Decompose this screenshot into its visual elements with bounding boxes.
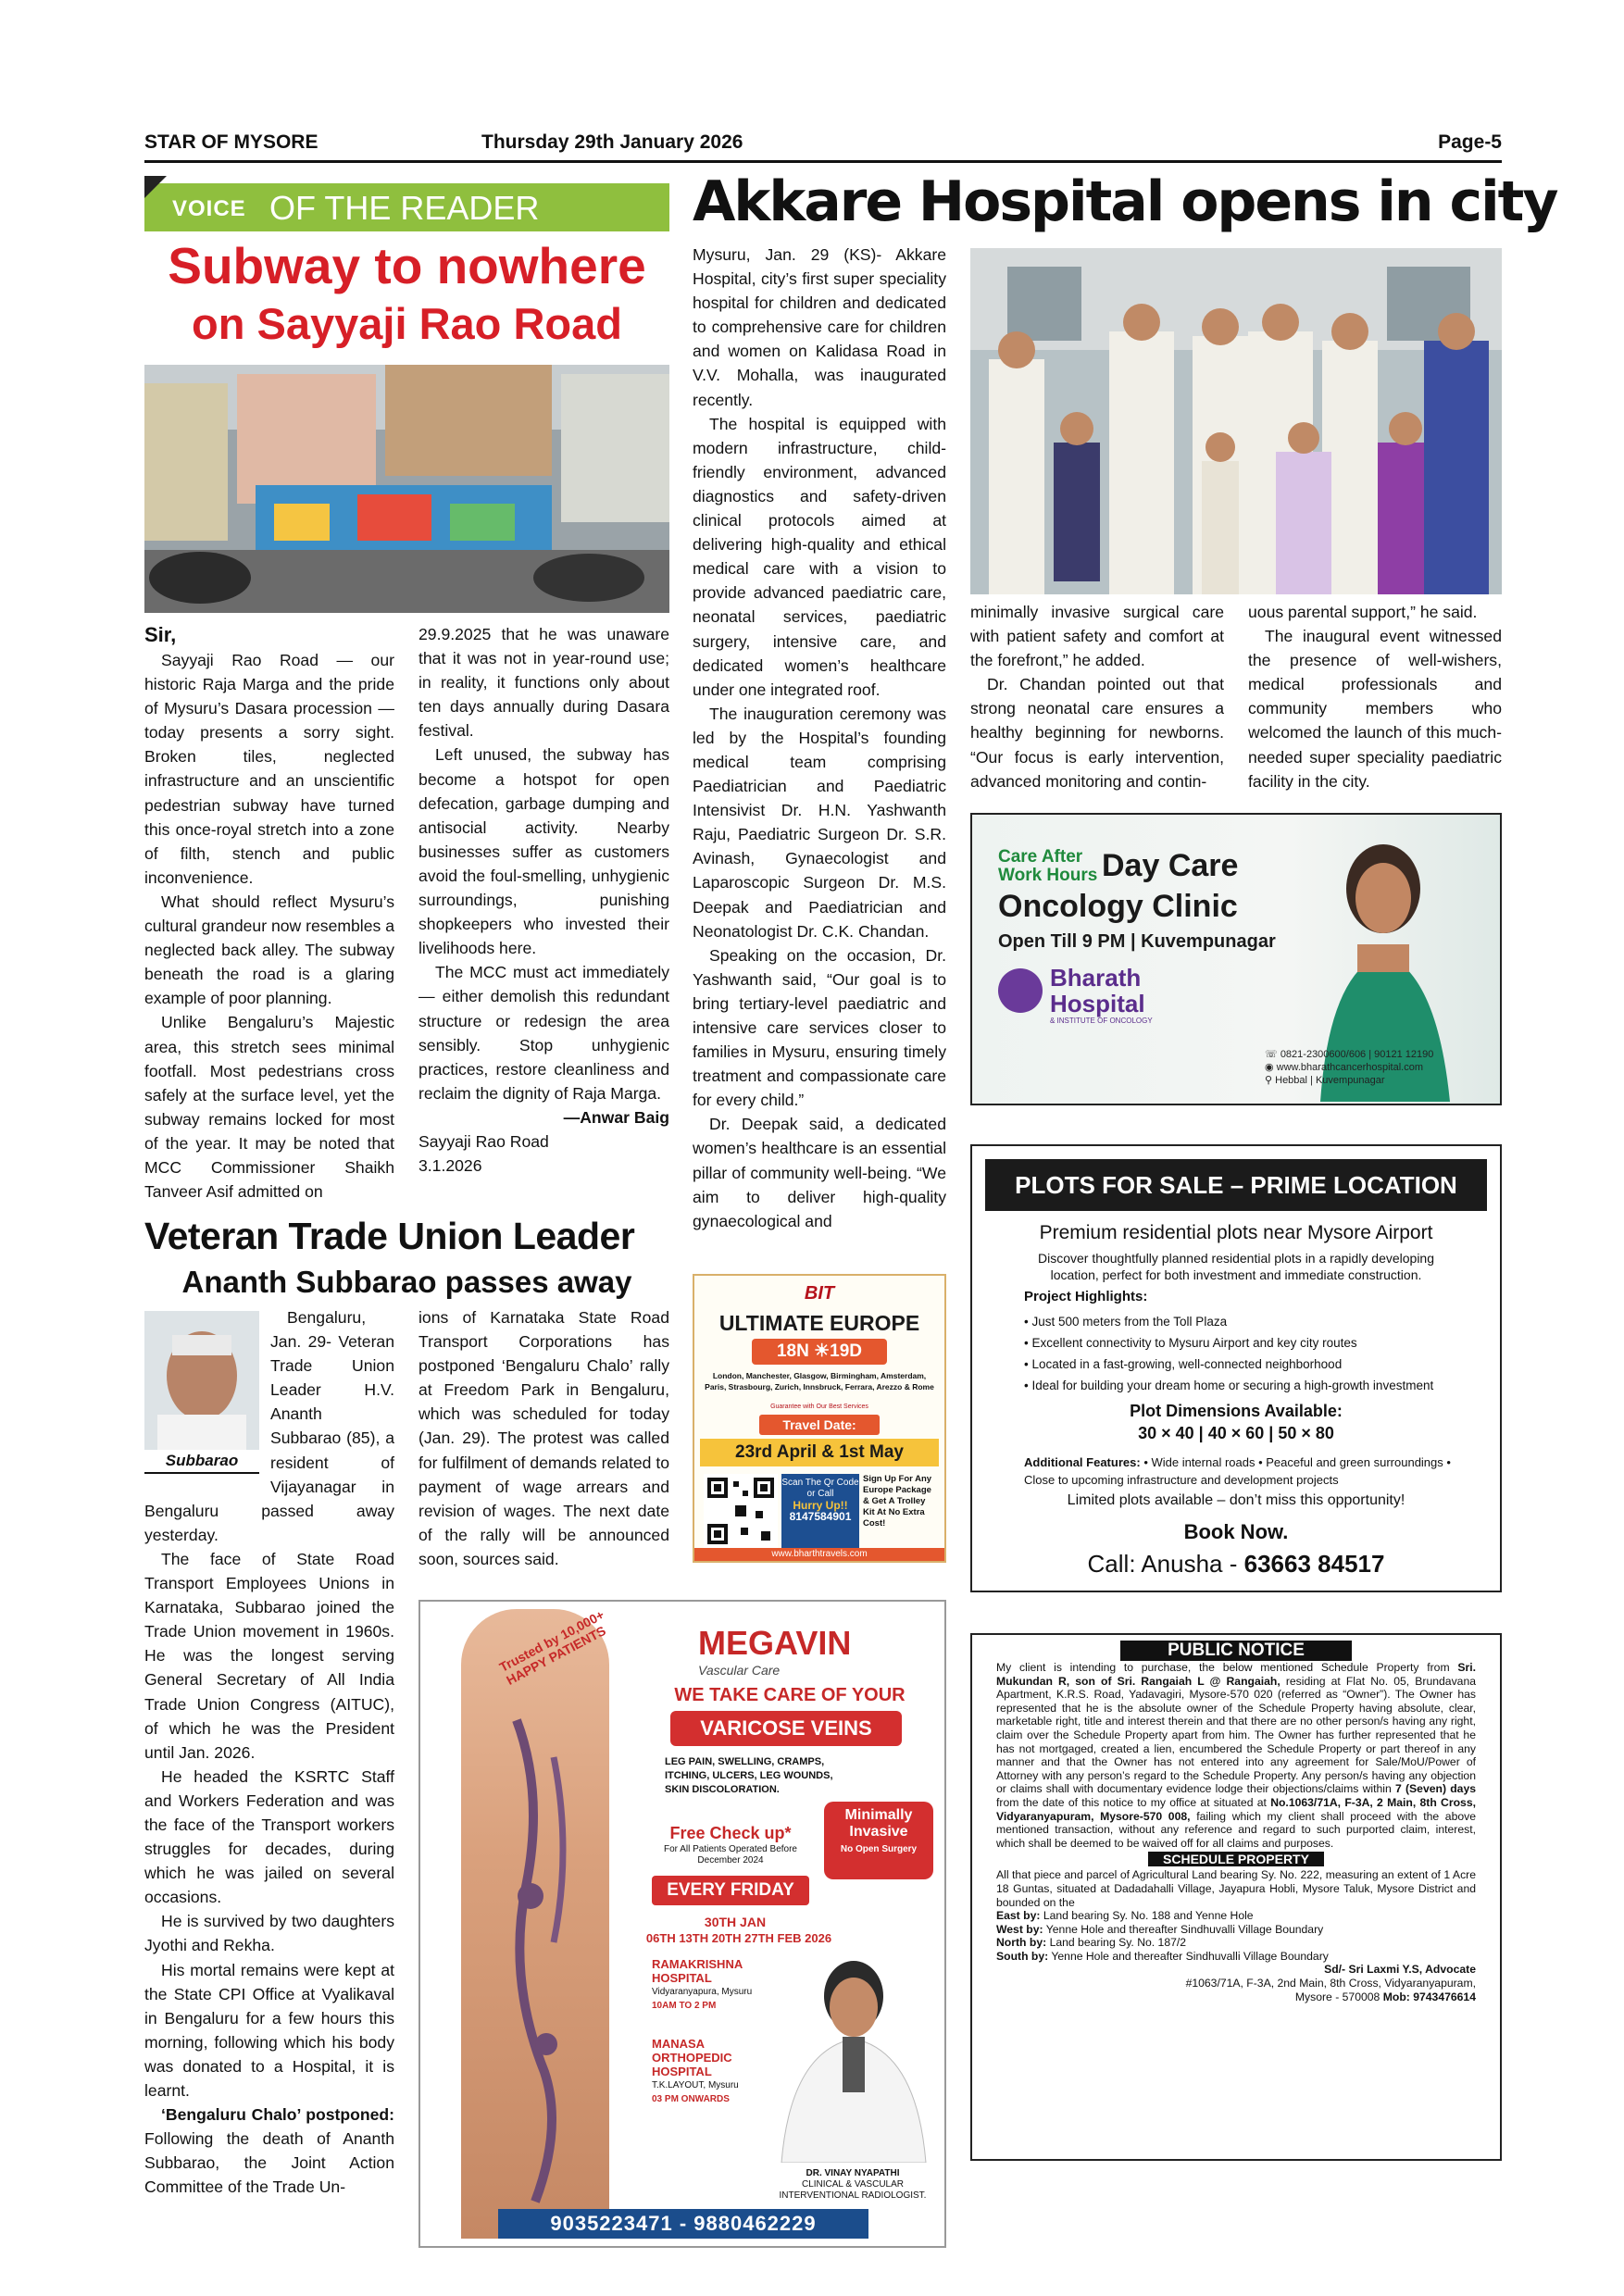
union-headline-1: Veteran Trade Union Leader <box>144 1215 635 1257</box>
schedule-boundaries <box>996 1909 1476 1963</box>
globe-icon: ◉ <box>1265 1062 1277 1073</box>
highlight-text: Ideal for building your dream home or securing a high-growth investment <box>1031 1379 1434 1392</box>
badge-line: No Open Surgery <box>840 1844 918 1854</box>
doctor-title: CLINICAL & VASCULAR INTERVENTIONAL RADIOLOGIST. <box>779 2179 927 2201</box>
akkare-headline: Akkare Hospital opens in city <box>693 169 1557 234</box>
akkare-paragraph: The inauguration ceremony was led by the Hospital’s founding medical team comprising Paediatrician and Paediatric Intensivist Dr. H.N. Yashwanth Raju, Paediatric Surgeon Dr. S.R. Avinash, Gynaecologist and Laparoscopic Surgeon Dr. M.S. Deepak and Paediatrician and Neonatologist Dr. C.K. Chandan. <box>693 704 946 941</box>
banner-corner <box>144 176 167 198</box>
union-paragraph: He is survived by two daughters Jyothi and Rekha. <box>144 1912 394 1955</box>
europe-cities: London, Manchester, Glasgow, Birmingham, Amsterdam, Paris, Strasbourg, Zurich, Innsbruck, Ferrara, Arezzo & Rome <box>705 1371 934 1391</box>
brand-name <box>1050 965 1153 1026</box>
letter-address: Sayyaji Rao Road <box>418 1131 549 1151</box>
call-number[interactable]: 63663 84517 <box>1243 1550 1385 1578</box>
brand-line: Bharath <box>1050 964 1142 992</box>
hospital-location: Vidyaranyapura, Mysuru <box>652 1987 753 1997</box>
minimally-invasive-badge <box>824 1802 933 1879</box>
voice-headline-1: Subway to nowhere <box>168 237 646 294</box>
photo-caption: Subbarao <box>144 1450 259 1474</box>
ad-title-1: Day Care <box>1102 848 1239 883</box>
page-number: Page-5 <box>1438 131 1502 153</box>
akkare-column-1 <box>693 243 946 1233</box>
boundary-text: Land bearing Sy. No. 188 and Yenne Hole <box>1043 1909 1254 1923</box>
scan-box <box>781 1474 859 1548</box>
union-paragraph: His mortal remains were kept at the State CPI Office at Vyalikaval in Bengaluru for a few hours this morning, following which his body was donated to a Hospital, it is learnt. <box>144 1960 394 2100</box>
letter-signature: —Anwar Baig <box>563 1107 669 1127</box>
notice-text: residing at Flat No. 05, Brundavana Apartment, K.R.S. Road, Yadavagiri, Mysore-570 020 (referred as “Owner”). The Owner has represented that he is the absolute owner of the Schedule Property having absolute, clear, marketable right, title and interest therein and that there are no other person/s having any right, claim over the Schedule Property apart from him. The Owner has further represented that he has not mortgaged, created a lien, encumbered the Schedule Property or part thereof in any manner and that the Owner has not entered into any agreement for Sale/MoU/Power of Attorney with any person’s regard to the Schedule Property. Any person/s having any objection or claims shall with documentary evidence lodge their objections/claims within <box>996 1674 1476 1796</box>
travel-date-label: Travel Date: <box>759 1415 880 1435</box>
signature-line: Sd/- Sri Laxmi Y.S, Advocate <box>1324 1963 1476 1977</box>
highlight-item: • Located in a fast-growing, well-connected neighborhood <box>1024 1357 1343 1371</box>
schedule-body: All that piece and parcel of Agricultural Land bearing Sy. No. 222, measuring an extent of 1 Acre 18 Guntas, situated at Dadadahalli Village, Jayapura Hobli, Mysore Taluk, Mysore District and bounded on the <box>996 1868 1476 1909</box>
every-friday: EVERY FRIDAY <box>652 1876 809 1905</box>
akkare-paragraph: Mysuru, Jan. 29 (KS)- Akkare Hospital, city’s first super speciality hospital for children and dedicated to comprehensive care for children and women on Kalidasa Road in V.V. Mohalla, was inaugurated recently. <box>693 245 946 409</box>
signature-mobile: Mob: 9743476614 <box>1382 1990 1476 2003</box>
free-checkup: Free Check up* <box>669 1824 792 1842</box>
subbarao-photo-block <box>144 1311 259 1481</box>
hospital-name: MANASA ORTHOPEDIC HOSPITAL <box>652 2037 732 2078</box>
web-text: www.bharathcancerhospital.com <box>1276 1062 1424 1073</box>
highlight-text: Excellent connectivity to Mysuru Airport and key city routes <box>1031 1336 1357 1350</box>
notice-bold: Sri. Mukundan R, son of Sri. Rangaiah L @ Rangaiah, <box>996 1661 1477 1688</box>
boundary-south <box>996 1950 1476 1964</box>
highlight-text: Located in a fast-growing, well-connected neighborhood <box>1031 1357 1343 1371</box>
plots-limited: Limited plots available – don’t miss this opportunity! <box>1067 1492 1405 1508</box>
notice-signature <box>996 1963 1476 2003</box>
travel-dates: 23rd April & 1st May <box>700 1439 939 1466</box>
highlight-item: • Just 500 meters from the Toll Plaza <box>1024 1315 1228 1329</box>
megavin-date-1: 30TH JAN <box>704 1915 767 1929</box>
megavin-banner-2: VARICOSE VEINS <box>670 1711 902 1746</box>
union-headline-2: Ananth Subbarao passes away <box>181 1265 632 1299</box>
voice-headline-2: on Sayyaji Rao Road <box>192 299 622 348</box>
scan-text: Scan The Qr Code or Call <box>781 1478 859 1499</box>
akkare-column-3 <box>1248 600 1502 793</box>
union-paragraph: ions of Karnataka State Road Transport Corporations has postponed ‘Bengaluru Chalo’ rally at Freedom Park in Bengaluru, which was scheduled for today (Jan. 29). The protest was called for fulfilment of demands related to payment of wage arrears and revision of wages. The next date of the rally will be announced soon, sources said. <box>418 1308 669 1568</box>
ad-tag <box>998 848 1097 885</box>
boundary-north <box>996 1936 1476 1950</box>
plots-for-sale-ad <box>970 1144 1502 1592</box>
boundary-label: South by: <box>996 1949 1049 1963</box>
akkare-paragraph: The hospital is equipped with modern infrastructure, child-friendly environment, advanced diagnostics and safety-driven clinical protocols aimed at delivering high-quality and ethical medical care with a vision to provide advanced paediatric care, neonatal services, paediatric surgery, intensive care, and dedicated women’s healthcare under one integrated roof. <box>693 414 946 699</box>
ad-contact <box>1265 1048 1433 1087</box>
ad-title-2: Oncology Clinic <box>998 889 1238 924</box>
public-notice <box>970 1633 1502 2161</box>
badge-line: Invasive <box>849 1824 908 1840</box>
signature-line: #1063/71A, F-3A, 2nd Main, 8th Cross, Vidyaranyapuram, <box>1185 1977 1476 1990</box>
subbarao-photo <box>144 1311 259 1450</box>
megavin-banner-1: WE TAKE CARE OF YOUR <box>674 1685 906 1705</box>
europe-duration: 18N ☀19D <box>752 1339 887 1365</box>
trusted-stamp: Trusted by 10,000+ HAPPY PATIENTS <box>496 1606 608 1688</box>
plots-features <box>1024 1454 1459 1489</box>
free-checkup-sub: For All Patients Operated Before December 2024 <box>664 1844 797 1866</box>
inauguration-photo <box>970 248 1502 594</box>
voice-label: VOICE <box>172 196 246 221</box>
akkare-paragraph: uous parental support,” he said. <box>1248 603 1478 621</box>
europe-title: ULTIMATE EUROPE <box>718 1311 920 1335</box>
brand-line: Hospital <box>1050 990 1145 1017</box>
notice-text: failing which my client shall proceed with the above mentioned transaction, without any reference and regard to such purported claim, interest, which shall be deemed to be waived off for all claims and purposes. <box>996 1809 1477 1850</box>
bharath-hospital-ad <box>970 813 1502 1105</box>
europe-logo: BIT <box>804 1283 835 1304</box>
features-head: Additional Features: <box>1024 1455 1141 1469</box>
boundary-label: East by: <box>996 1909 1041 1923</box>
location-text: Hebbal | Kuvempunagar <box>1275 1075 1385 1086</box>
plots-title: PLOTS FOR SALE – PRIME LOCATION <box>985 1159 1487 1211</box>
plots-highlights-head: Project Highlights: <box>1024 1289 1148 1304</box>
leg-illustration <box>461 1609 609 2239</box>
phone-icon: ☏ <box>1265 1049 1280 1060</box>
hospital-1 <box>652 1957 772 2013</box>
voice-of-reader-banner <box>144 183 669 231</box>
union-column-1 <box>144 1305 394 2199</box>
union-paragraph: The face of State Road Transport Employees Unions in Karnataka, Subbarao joined the Trade Union movement in 1960s. He was the longest serving General Secretary of All India Trade Union Congress (AITUC), of which he was the President until Jan. 2026. <box>144 1549 394 1762</box>
signup-text: Sign Up For Any Europe Package & Get A Trolley Kit At No Extra Cost! <box>863 1474 932 1529</box>
call-label: Call: Anusha - <box>1087 1550 1238 1578</box>
doctor-name: DR. VINAY NYAPATHI <box>806 2168 900 2178</box>
voice-paragraph: Sayyaji Rao Road — our historic Raja Marga and the pride of Mysuru’s Dasara procession — today presents a sorry sight. Broken tiles, neglected infrastructure and an unscientific pedestrian subway have turned this once-royal stretch into a zone of filth, stench and public inconvenience. <box>144 651 394 887</box>
notice-text: My client is intending to purchase, the below mentioned Schedule Property from <box>996 1661 1450 1674</box>
europe-web[interactable]: www.bharthtravels.com <box>694 1548 944 1561</box>
megavin-brand-sub: Vascular Care <box>698 1663 781 1678</box>
letter-date: 3.1.2026 <box>418 1156 482 1176</box>
hospital-location: T.K.LAYOUT, Mysuru <box>652 2080 739 2090</box>
subhead-bold: ‘Bengaluru Chalo’ postponed: <box>161 2105 394 2125</box>
union-paragraph <box>144 2103 394 2199</box>
notice-bold: No.1063/71A, F-3A, 2 Main, 8th Cross, Vidyaranyapuram, Mysore-570 008, <box>996 1795 1476 1823</box>
signature-city: Mysore - 570008 <box>1294 1990 1380 2003</box>
union-column-2 <box>418 1305 669 1571</box>
plots-dims: 30 × 40 | 40 × 60 | 50 × 80 <box>1138 1424 1334 1442</box>
ultimate-europe-ad <box>693 1274 946 1563</box>
ad-web <box>1265 1061 1433 1074</box>
notice-title: PUBLIC NOTICE <box>1120 1641 1352 1661</box>
plots-subtitle: Premium residential plots near Mysore Airport <box>1039 1222 1433 1243</box>
ad-tag-line: Work Hours <box>998 866 1098 885</box>
issue-date: Thursday 29th January 2026 <box>481 131 743 153</box>
akkare-column-2 <box>970 600 1224 793</box>
qr-code-icon[interactable] <box>704 1474 778 1548</box>
masthead <box>144 130 1502 163</box>
pin-icon: ⚲ <box>1265 1075 1276 1086</box>
voice-column-2 <box>418 622 669 1178</box>
plots-call <box>985 1550 1487 1578</box>
boundary-text: Land bearing Sy. No. 187/2 <box>1049 1936 1187 1950</box>
ad-location <box>1265 1074 1433 1087</box>
megavin-ad <box>418 1600 946 2248</box>
akkare-paragraph: The inaugural event witnessed the presence of well-wishers, medical professionals and community members who welcomed the launch of this much-needed super speciality paediatric facility in the city. <box>1248 627 1502 791</box>
hospital-time: 03 PM ONWARDS <box>652 2094 730 2104</box>
voice-label-rest: OF THE READER <box>269 189 540 227</box>
akkare-paragraph: Dr. Deepak said, a dedicated women’s healthcare is an essential pillar of community well-being. “We aim to deliver high-quality gynaecological and <box>693 1115 946 1230</box>
voice-paragraph: Left unused, the subway has become a hotspot for open defecation, garbage dumping and antisocial activity. Nearby businesses suffer as customers avoid the foul-smelling, unhygienic surroundings, punishing shopkeepers who invested their livelihoods here. <box>418 745 669 958</box>
boundary-label: West by: <box>996 1922 1043 1936</box>
voice-paragraph: What should reflect Mysuru’s cultural grandeur now resembles a neglected back alley. The subway beneath the road is a glaring example of poor planning. <box>144 892 394 1008</box>
notice-text: from the date of this notice to my office at situated at <box>996 1795 1267 1809</box>
union-paragraph-text: Following the death of Ananth Subbarao, the Joint Action Committee of the Trade Un- <box>144 2129 394 2197</box>
boundary-label: North by: <box>996 1936 1047 1950</box>
paper-name: STAR OF MYSORE <box>144 131 319 153</box>
voice-paragraph: The MCC must act immediately — either demolish this redundant structure or redesign the area sensibly. Stop unhygienic practices, restore cleanliness and reclaim the dignity of Raja Marga. <box>418 963 669 1103</box>
akkare-paragraph: Dr. Chandan pointed out that strong neonatal care ensures a healthy beginning for newborns. “Our focus is early intervention, advanced monitoring and contin- <box>970 675 1224 791</box>
plots-book: Book Now. <box>1183 1520 1289 1543</box>
hurry-text: Hurry Up!! <box>793 1499 848 1512</box>
voice-column-1 <box>144 622 394 1204</box>
salutation: Sir, <box>144 623 177 646</box>
europe-phone[interactable]: 8147584901 <box>789 1510 852 1523</box>
hospital-name: RAMAKRISHNA HOSPITAL <box>652 1957 743 1985</box>
highlight-item: • Excellent connectivity to Mysuru Airport and key city routes <box>1024 1336 1357 1350</box>
megavin-date-2: 06TH 13TH 20TH 27TH FEB 2026 <box>645 1931 832 1945</box>
boundary-text: Yenne Hole and thereafter Sindhuvalli Village Boundary <box>1051 1949 1329 1963</box>
signature-line <box>996 1990 1476 2004</box>
megavin-phones[interactable]: 9035223471 - 9880462229 <box>498 2209 868 2239</box>
voice-paragraph: 29.9.2025 that he was unaware that it was not in year-round use; in reality, it functions only about ten days annually during Dasara festival. <box>418 625 669 741</box>
megavin-symptoms: LEG PAIN, SWELLING, CRAMPS, ITCHING, ULCERS, LEG WOUNDS, SKIN DISCOLORATION. <box>665 1756 833 1795</box>
badge-line: Minimally <box>844 1807 913 1823</box>
plots-dims-head: Plot Dimensions Available: <box>1130 1402 1343 1420</box>
ad-subtitle: Open Till 9 PM | Kuvempunagar <box>998 931 1276 952</box>
akkare-paragraph: minimally invasive surgical care with patient safety and comfort at the forefront,” he added. <box>970 603 1224 670</box>
bharath-logo-icon <box>998 968 1043 1013</box>
plots-intro: Discover thoughtfully planned residential plots in a rapidly developing location, perfect for both investment and immediate construction. <box>1037 1251 1435 1282</box>
voice-paragraph: Unlike Bengaluru’s Majestic area, this stretch sees minimal footfall. Most pedestrians cross safely at the surface level, yet the subway remains locked for most of the year. It may be noted that MCC Commissioner Shaikh Tanveer Asif admitted on <box>144 1013 394 1202</box>
hospital-2 <box>652 2037 772 2106</box>
europe-services: Guarantee with Our Best Services <box>770 1404 868 1410</box>
boundary-text: Yenne Hole and thereafter Sindhuvalli Village Boundary <box>1045 1922 1324 1936</box>
boundary-west <box>996 1923 1476 1937</box>
plots-highlights <box>1024 1311 1487 1396</box>
highlight-item: • Ideal for building your dream home or securing a high-growth investment <box>1024 1379 1434 1392</box>
doctor-illustration <box>772 1950 930 2163</box>
hospital-time: 10AM TO 2 PM <box>652 2001 717 2011</box>
notice-bold: 7 (Seven) days <box>1394 1782 1476 1796</box>
subway-photo <box>144 365 669 613</box>
highlight-text: Just 500 meters from the Toll Plaza <box>1031 1315 1228 1329</box>
doctor-info <box>763 2168 943 2202</box>
notice-body <box>996 1661 1476 1850</box>
ad-tag-line: Care After <box>998 847 1083 867</box>
megavin-brand: MEGAVIN <box>698 1624 852 1662</box>
ad-phone <box>1265 1048 1433 1061</box>
akkare-paragraph: Speaking on the occasion, Dr. Yashwanth said, “Our goal is to bring tertiary-level paediatric and intensive care services closer to families in Mysuru, ensuring timely treatment and compassionate care for every child.” <box>693 945 946 1110</box>
schedule-title: SCHEDULE PROPERTY <box>1148 1852 1324 1866</box>
boundary-east <box>996 1909 1476 1923</box>
features-text: • Wide internal roads • Peaceful and green surroundings • Close to upcoming infrastructure and development projects <box>1024 1455 1451 1487</box>
union-paragraph: He headed the KSRTC Staff and Workers Federation and was the face of the Transport workers struggles for decades, during which he was jailed on several occasions. <box>144 1766 394 1907</box>
brand-sub: & INSTITUTE OF ONCOLOGY <box>1050 1017 1153 1025</box>
union-paragraph: Bengaluru, Jan. 29- Veteran Trade Union Leader H.V. Ananth Subbarao (85), a resident of Vijayanagar in Bengaluru passed away yesterday. <box>144 1308 394 1544</box>
phone-text: 0821-2300600/606 | 90121 12190 <box>1280 1049 1434 1060</box>
